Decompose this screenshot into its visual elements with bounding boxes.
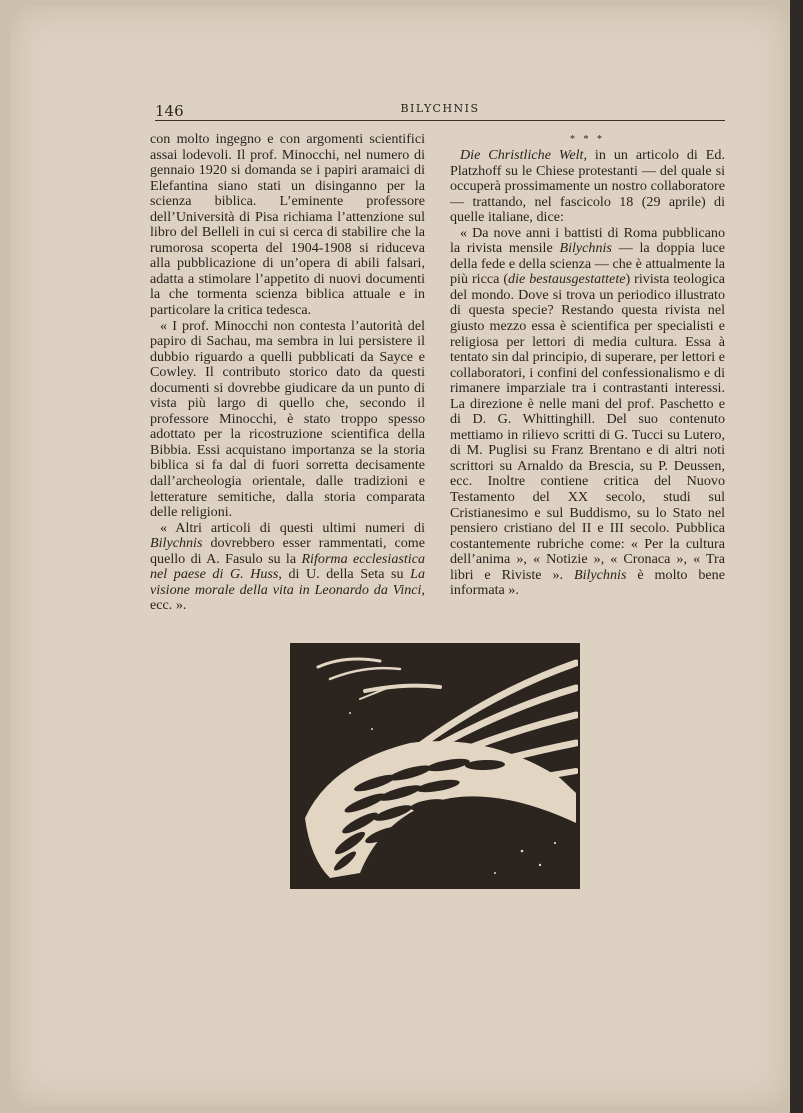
article-title: La visione morale della vita in Leonardo da Vinci [150,566,426,598]
right-paragraph-1 [450,148,725,226]
left-paragraph-1: con molto ingegno e con argomenti scientifici assai lodevoli. Il prof. Minocchi, nel numero di gennaio 1920 si domanda se i papiri aramaici di Elefantina siano stati un disinganno per la scienza biblica. L’eminente professore dell’Università di Pisa richiama l’attenzione sul libro del Belleli in cui si cerca di stabilire che la rumorosa scoperta del 1904-1908 si riduceva alla pubblicazione di un’opera di abili falsari, adatta a stimolare l’appetito di nuovi documenti la che tormenta scienza biblica attuale e in particolare la critica tedesca. [150,131,425,319]
text-run: , in un articolo di Ed. Platzhoff su le Chiese protestanti — del quale si occuperà prossimamente un nostro collaboratore — trattando, nel fascicolo 18 (29 aprile) di quelle italiane, dice: [450,147,725,226]
wing-woodcut-svg [290,643,580,889]
text-run: , ecc. ». [150,581,425,614]
page-header [155,100,725,121]
left-paragraph-2: « I prof. Minocchi non contesta l’autorità del papiro di Sachau, ma sembra in lui persistere il dubbio riguardo a quelli pubblicati da Sayce e Cowley. Il contributo storico dato da questi documenti si dovrebbe giudicare da un punto di vista più largo di quello che, secondo il professore Minocchi, è stato troppo spesso adottato per la ricostruzione scientifica della Bibbia. Essi acquistano importanza se la storia biblica si fa dal di fuori sorretta decisamente dall’archeologia orientale, dalle tradizioni e letterature semitiche, dalla storia comparata delle religioni. [150,317,425,521]
text-run: è molto bene informata ». [450,566,725,599]
left-paragraph-3 [150,521,425,614]
journal-title: Bilychnis [573,566,627,583]
left-column [150,132,425,614]
text-run: ) rivista teologica del mondo. Dove si trova un periodico illustrato di questa specie? Restando questa rivista nel giusto mezzo essa è scientifica per specialisti e religiosa per lettori di media cultura. Essa à tentato sin dal principio, di superare, per lettori e collaboratori, i confini del confessionalismo e di rimanere imparziale tra i contrastanti interessi. La direzione è nelle mani del prof. Paschetto e di D. G. Whittinghill. Del suo contenuto mettiamo in rilievo scritti di G. Tucci su Lutero, di M. Puglisi su Franz Brentano e di altri noti scrittori su Arnaldo da Brescia, su P. Deussen, ecc. Inoltre contiene critica del Nuovo Testamento del XX secolo, studi sul Cristianesimo e sul Buddismo, su lo Stato nel pensiero cristiano del II e III secolo. Pubblica costantemente rubriche come: « Per la cultura dell’anima », « Notizie », « Cronaca », « Tra libri e Riviste ». [450,271,726,583]
right-column [450,132,725,599]
journal-title: Die Christliche Welt [460,147,584,163]
article-title: Riforma ecclesiastica nel paese di G. Huss [150,550,425,583]
journal-title: Bilychnis [150,535,203,552]
text-run: dovrebbero esser rammentati, come quello di A. Fasulo su la [150,535,425,567]
journal-title: Bilychnis [559,240,612,257]
section-asterism: * * * [570,134,605,145]
text-run: , di U. della Seta su [278,566,411,583]
running-head: BILYCHNIS [400,102,480,115]
binding-edge [790,0,803,1113]
right-paragraph-2 [450,226,725,599]
text-run: « Da nove anni i battisti di Roma pubblicano la rivista mensile [450,224,725,257]
wing-woodcut-illustration [290,643,580,889]
text-run: — la doppia luce della fede e della scienza — che è attualmente la più ricca ( [450,240,725,288]
page-number: 146 [155,102,184,120]
text-run: « Altri articoli di questi ultimi numeri di [160,519,425,536]
german-term: die bestausgestattete [508,271,626,288]
